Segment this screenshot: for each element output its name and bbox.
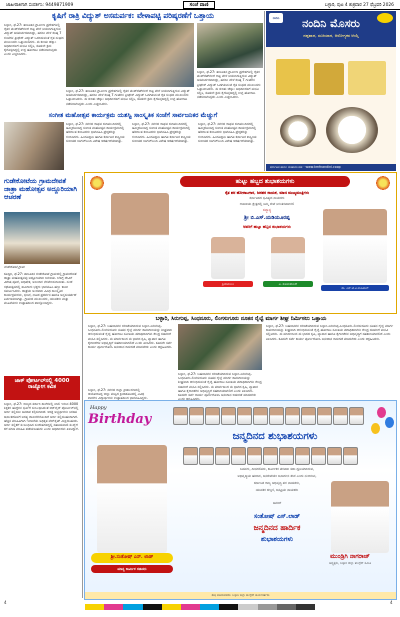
supporter-photo <box>183 447 198 465</box>
bday1-line2: ಕರ್ನಾಟಕದ ಭವಿಷ್ಯದ ನಾಯಕರು <box>249 196 285 200</box>
story1-photo-2 <box>197 23 263 68</box>
bday1-line4: ಸನ್ಮಾನ್ಯ <box>262 208 272 212</box>
page-number-right: 4 <box>390 600 393 605</box>
supporter-photo <box>295 447 310 465</box>
sponsor-role: ಅಧ್ಯಕ್ಷರು, ಬಳ್ಳಾರಿ ಜಿಲ್ಲಾ ಕಾಂಗ್ರೆಸ್ ಸಮಿತಿ <box>329 561 371 565</box>
balloon-icon <box>377 407 386 418</box>
masthead-contact: ಜಾಹೀರಾತಿಗಾಗಿ ಸಂಪರ್ಕಿಸಿ: 9449871909 <box>6 2 74 8</box>
supporter-photo <box>333 407 348 425</box>
happy-script: Happy <box>90 405 107 411</box>
curd-pouch-icon <box>348 61 386 95</box>
honoree-name-label: ಶ್ರೀ.ಸಂತೋಷ್ ಎಸ್. ಲಾಡ್ <box>91 553 173 563</box>
honoree-portrait <box>111 193 169 311</box>
bday2-name-suffix: ಅವರಿಗೆ <box>272 501 282 505</box>
nandini-ad-title: ನಂದಿನಿ ಮೊಸರು <box>302 17 360 30</box>
supporter-photo <box>327 447 342 465</box>
leader-portrait <box>271 237 305 279</box>
color-registration-strip <box>85 604 315 610</box>
curd-cup-icon <box>276 59 310 95</box>
supporter-photo <box>349 407 364 425</box>
story4-photo <box>178 324 262 370</box>
story1-text-col1: ಬಳ್ಳಾರಿ, ಫೆ.27: ತಾಲೂಕಿನ ಗ್ರಾಮೀಣ ಪ್ರದೇಶಗಳಲ್ಲಿ ರೈತರ ಪಂಪ್‌ಸೆಟ್‌ಗಳಿಗೆ ರಾತ್ರಿ ವೇಳೆ ನೀಡಲಾಗುತ್ತಿರುವ ವಿದ್ಯುತ್ ಅಸಮರ್ಪಕವಾಗಿದ್ದು, ಹಗಲು ವೇಳೆ ಕನಿಷ್ಠ 7 ಗಂಟೆಗಳ ತ್ರೀಫೇಸ್ ವಿದ್ಯುತ್ ಒದಗಿಸುವಂತೆ ರೈತ ಸಂಘದ ಮುಖಂಡರು ಒತ್ತಾಯಿಸಿದರು. ಈ ಕುರಿತು ಜೆಸ್ಕಾಂ ಅಧಿಕಾರಿಗಳಿಗೆ ಮನವಿ ಸಲ್ಲಿಸಿ, ಕೂಡಲೇ ಕ್ರಮ ಕೈಗೊಳ್ಳದಿದ್ದಲ್ಲಿ ಉಗ್ರ ಹೋರಾಟ ನಡೆಸಲಾಗುವುದು ಎಂದು ಎಚ್ಚರಿಸಿದರು. <box>4 23 64 57</box>
bday2-text-4: ಯುವಕರ ಕಣ್ಮಣಿ, ಜನಪ್ರಿಯ ನಾಯಕರು <box>255 488 299 492</box>
story3-photo <box>4 212 80 264</box>
story6-text: ಬಳ್ಳಾರಿ, ಫೆ.27: ನಗರದ ಜಿಲ್ಲಾ ಕ್ರೀಡಾಂಗಣದಲ್ಲಿ ಆಯೋಜಿಸಿದ್ದ ಜಿಲ್ಲಾ ಮಟ್ಟದ ಕ್ರೀಡಾಕೂಟದಲ್ಲಿ ವಿವಿಧ ಶಾಲೆಗಳ ವಿದ್ಯಾರ್ಥಿಗಳು ಉತ್ಸಾಹದಿಂದ ಭಾಗವಹಿಸಿದ್ದರು. <box>88 388 148 401</box>
bday1-line6: ಅವರಿಗೆ ಹುಟ್ಟು ಹಬ್ಬದ ಶುಭಾಶಯಗಳು <box>243 224 291 229</box>
story3-caption: ಗುಡೇಕೋಟೆ ಗ್ರಾಮ <box>4 265 25 269</box>
supporter-photo <box>263 447 278 465</box>
supporter-photo <box>215 447 230 465</box>
supporter-photo <box>253 407 268 425</box>
bday1-line1: ರೈತ ಪರ ಹೋರಾಟಗಾರ, ಜನಪರ ನಾಯಕ, ಮಾಜಿ ಮುಖ್ಯಮಂತ್ರಿಗಳು <box>224 190 310 195</box>
balloon-icon <box>371 423 380 434</box>
supporter-photo <box>301 407 316 425</box>
story1-photo <box>66 23 194 87</box>
bday1-line3: ರಾಜಕೀಯ ಕ್ಷೇತ್ರದಲ್ಲಿ ನಿಮ್ಮ ಸೇವೆ ನಿರಂತರವಾಗಿರಲಿ <box>239 202 295 206</box>
page-number-left: 4 <box>4 600 7 605</box>
bday1-honoree-name: ಶ್ರೀ ಬಿ.ಎಸ್.ಯಡಿಯೂರಪ್ಪ <box>244 215 290 221</box>
bday2-text-1: ಬಡವರು, ದೀನದಲಿತರು, ಕಾರ್ಮಿಕರ ಪರವಾಗಿ ಸದಾ ಧ್ವನಿಯಾಗಿರುವ, <box>239 467 315 471</box>
story3-text: ಕೂಡ್ಲಿಗಿ, ಫೆ.27: ತಾಲೂಕಿನ ಗುಡೇಕೋಟೆ ಗ್ರಾಮದಲ್ಲಿ ಗ್ರಾಮದೇವತೆ ಜಾತ್ರಾ ಮಹೋತ್ಸವವು ಅದ್ದೂರಿಯಾಗಿ ಜರುಗಿತು. ಬೆಳಿಗ್ಗೆ ದೇವಿಗೆ ವಿಶೇಷ ಪೂಜೆ, ಅಭಿಷೇಕ, ಅಲಂಕಾರ ನೆರವೇರಿಸಲಾಯಿತು. ಸಂಜೆ ರಥೋತ್ಸವದಲ್ಲಿ ಸಾವಿರಾರು ಭಕ್ತರು ಭಾಗವಹಿಸಿ ಹಣ್ಣು ಕಾಯಿ ಸಮರ್ಪಿಸಿದರು. ಜಾತ್ರೆಯ ಅಂಗವಾಗಿ ವಿವಿಧ ಸಾಂಸ್ಕೃತಿಕ ಕಾರ್ಯಕ್ರಮಗಳು, ಭಜನೆ, ನಾಟಕ ಪ್ರದರ್ಶನ ಹಾಗೂ ಅನ್ನಸಂತರ್ಪಣೆ ಏರ್ಪಡಿಸಲಾಗಿತ್ತು. ಗ್ರಾಮದ ಮುಖಂಡರು, ಯುವಕರು ಮತ್ತು ಮಹಿಳೆಯರು ಉತ್ಸಾಹದಿಂದ ಪಾಲ್ಗೊಂಡಿದ್ದರು. <box>4 272 77 306</box>
honoree-portrait <box>97 445 167 553</box>
supporter-photo <box>247 447 262 465</box>
sponsor-name: ಡಾ. ಎಸ್.ಜೆ.ವಿ.ಮಹಿಪಾಲ್ <box>321 285 389 291</box>
story4-text-col3: ಬಳ್ಳಾರಿ, ಫೆ.27: ಬಹುದಿನಗಳ ಬೇಡಿಕೆಯಾಗಿರುವ ಬಳ್ಳಾರಿ-ಸಿರುಗುಪ್ಪ-ಸಿಂಧನೂರು-ಲಿಂಗಸುಗೂರು ನೂತನ ರೈಲ್ವೆ ಮಾರ್ಗ ಕಾಮಗಾರಿಯನ್ನು ಶೀಘ್ರವಾಗಿ ಆರಂಭಿಸುವಂತೆ ರೈಲ್ವೆ ಹೋರಾಟ ಸಮಿತಿಯ ಪದಾಧಿಕಾರಿಗಳು ಕೇಂದ್ರ ಸಚಿವರಿಗೆ ಮನವಿ ಸಲ್ಲಿಸಿದರು. ಈ ಮಾರ್ಗದಿಂದ ಈ ಭಾಗದ ಕೃಷಿ, ವ್ಯಾಪಾರ ಹಾಗೂ ಕೈಗಾರಿಕೆಗಳ ಅಭಿವೃದ್ಧಿಗೆ ಸಹಕಾರಿಯಾಗಲಿದೆ ಎಂದು ತಿಳಿಸಿದರು. ಕೂಡಲೇ ಸರ್ವೆ ಕಾರ್ಯ ಪೂರ್ಣಗೊಳಿಸಿ ಅನುದಾನ ಬಿಡುಗಡೆ ಮಾಡಬೇಕು ಎಂದು ಆಗ್ರಹಿಸಿದರು. <box>266 324 394 341</box>
story2-text-col2: ಬಳ್ಳಾರಿ, ಫೆ.27: ನಗರದ ರಾಘವ ಕಲಾಮಂದಿರದಲ್ಲಿ ಹಮ್ಮಿಕೊಂಡಿದ್ದ ಸಂಗೀತ ಮಹೋತ್ಸವ ಕಾರ್ಯಕ್ರಮದಲ್ಲಿ ಹೆಸರಾಂತ ಕಲಾವಿದರು ಭಾಗವಹಿಸಿ ಪ್ರೇಕ್ಷಕರನ್ನು ರಂಜಿಸಿದರು. ಹಿಂದೂಸ್ತಾನಿ ಹಾಗೂ ಕರ್ನಾಟಕ ಶಾಸ್ತ್ರೀಯ ಸಂಗೀತದ ಜುಗಲ್‌ಬಂದಿ ವಿಶೇಷ ಆಕರ್ಷಣೆಯಾಗಿತ್ತು. <box>132 122 191 143</box>
supporter-photo <box>205 407 220 425</box>
story5-headline: ಜಾಕ್ ಪೋರ್ಟಲ್‌ನಲ್ಲಿ 4000 ರಾಜ್ಯೋಗ ಕವಿತ <box>14 378 70 391</box>
bday2-footer: ಶುಭ ಕೋರುವವರು: ಬಳ್ಳಾರಿ ಜಿಲ್ಲಾ ಕಾಂಗ್ರೆಸ್ ಕಾರ್ಯಕರ್ತರು <box>85 592 396 599</box>
flower-icon <box>89 175 105 191</box>
story1-text-col2: ಬಳ್ಳಾರಿ, ಫೆ.27: ತಾಲೂಕಿನ ಗ್ರಾಮೀಣ ಪ್ರದೇಶಗಳಲ್ಲಿ ರೈತರ ಪಂಪ್‌ಸೆಟ್‌ಗಳಿಗೆ ರಾತ್ರಿ ವೇಳೆ ನೀಡಲಾಗುತ್ತಿರುವ ವಿದ್ಯುತ್ ಅಸಮರ್ಪಕವಾಗಿದ್ದು, ಹಗಲು ವೇಳೆ ಕನಿಷ್ಠ 7 ಗಂಟೆಗಳ ತ್ರೀಫೇಸ್ ವಿದ್ಯುತ್ ಒದಗಿಸುವಂತೆ ರೈತ ಸಂಘದ ಮುಖಂಡರು ಒತ್ತಾಯಿಸಿದರು. ಈ ಕುರಿತು ಜೆಸ್ಕಾಂ ಅಧಿಕಾರಿಗಳಿಗೆ ಮನವಿ ಸಲ್ಲಿಸಿ, ಕೂಡಲೇ ಕ್ರಮ ಕೈಗೊಳ್ಳದಿದ್ದಲ್ಲಿ ಉಗ್ರ ಹೋರಾಟ ನಡೆಸಲಾಗುವುದು ಎಂದು ಎಚ್ಚರಿಸಿದರು. <box>66 89 190 106</box>
sponsor-portrait <box>331 481 389 553</box>
masthead-logo: ಸಂಜೆ ವಾಣಿ <box>183 1 216 9</box>
supporter-photo <box>237 407 252 425</box>
story1-headline: ಕೃಷಿಗೆ ರಾತ್ರಿ ವಿದ್ಯುತ್ ಅಸಮರ್ಪಕ: ವೇಳಾಪಟ್ಟಿ ಪರಿಷ್ಕರಣೆಗೆ ಒತ್ತಾಯ <box>52 11 214 20</box>
leader-portrait <box>211 237 245 279</box>
supporter-photo <box>343 447 358 465</box>
santosh-lad-birthday-ad <box>84 400 397 600</box>
supporter-photo <box>189 407 204 425</box>
bday1-banner: ಹುಟ್ಟು ಹಬ್ಬದ ಶುಭಾಶಯಗಳು <box>180 176 350 187</box>
nandini-logo: ನಂದಿನಿ <box>269 13 283 23</box>
supporter-photo <box>311 447 326 465</box>
bday2-title: ಜನ್ಮದಿನದ ಶುಭಾಶಯಗಳು <box>232 431 318 442</box>
story1-text-col3: ಬಳ್ಳಾರಿ, ಫೆ.27: ತಾಲೂಕಿನ ಗ್ರಾಮೀಣ ಪ್ರದೇಶಗಳಲ್ಲಿ ರೈತರ ಪಂಪ್‌ಸೆಟ್‌ಗಳಿಗೆ ರಾತ್ರಿ ವೇಳೆ ನೀಡಲಾಗುತ್ತಿರುವ ವಿದ್ಯುತ್ ಅಸಮರ್ಪಕವಾಗಿದ್ದು, ಹಗಲು ವೇಳೆ ಕನಿಷ್ಠ 7 ಗಂಟೆಗಳ ತ್ರೀಫೇಸ್ ವಿದ್ಯುತ್ ಒದಗಿಸುವಂತೆ ರೈತ ಸಂಘದ ಮುಖಂಡರು ಒತ್ತಾಯಿಸಿದರು. ಈ ಕುರಿತು ಜೆಸ್ಕಾಂ ಅಧಿಕಾರಿಗಳಿಗೆ ಮನವಿ ಸಲ್ಲಿಸಿ, ಕೂಡಲೇ ಕ್ರಮ ಕೈಗೊಳ್ಳದಿದ್ದಲ್ಲಿ ಉಗ್ರ ಹೋರಾಟ ನಡೆಸಲಾಗುವುದು ಎಂದು ಎಚ್ಚರಿಸಿದರು. <box>197 70 261 100</box>
supporter-photo <box>279 447 294 465</box>
bday2-text-3: ಕರ್ನಾಟಕ ರಾಜ್ಯ ಅಭಿವೃದ್ಧಿ ಪರ ನಾಯಕರು, <box>253 481 301 485</box>
supporter-photo <box>285 407 300 425</box>
supporter-photo <box>269 407 284 425</box>
story4-headline: ಬಳ್ಳಾರಿ, ಸಿರುಗುಪ್ಪ, ಸಿಂಧನೂರು, ಲಿಂಗಸುಗೂರು ನೂತನ ರೈಲ್ವೆ ಮಾರ್ಗ ಶೀಘ್ರ ನಿರ್ಮಿಸಲು ಒತ್ತಾಯ <box>155 316 327 322</box>
supporter-photo <box>199 447 214 465</box>
balloon-icon <box>385 417 394 428</box>
birthday-script: Birthday <box>88 412 152 427</box>
story2-headline: ಸಂಗೀತ ಮಹೋತ್ಸವ ಕಾರ್ಯಕ್ರಮ ಯಶಸ್ವಿ ಸಾಂಸ್ಕೃತಿಕ ಸಂಜೆಗೆ ಸಾರ್ವಜನಿಕರ ಮೆಚ್ಚುಗೆ <box>48 112 218 119</box>
honoree-role-label: ಮಾನ್ಯ ಕಾರ್ಮಿಕ ಸಚಿವರು <box>91 565 173 573</box>
story4-text-col2: ಬಳ್ಳಾರಿ, ಫೆ.27: ಬಹುದಿನಗಳ ಬೇಡಿಕೆಯಾಗಿರುವ ಬಳ್ಳಾರಿ-ಸಿರುಗುಪ್ಪ-ಸಿಂಧನೂರು-ಲಿಂಗಸುಗೂರು ನೂತನ ರೈಲ್ವೆ ಮಾರ್ಗ ಕಾಮಗಾರಿಯನ್ನು ಶೀಘ್ರವಾಗಿ ಆರಂಭಿಸುವಂತೆ ರೈಲ್ವೆ ಹೋರಾಟ ಸಮಿತಿಯ ಪದಾಧಿಕಾರಿಗಳು ಕೇಂದ್ರ ಸಚಿವರಿಗೆ ಮನವಿ ಸಲ್ಲಿಸಿದರು. ಈ ಮಾರ್ಗದಿಂದ ಈ ಭಾಗದ ಕೃಷಿ, ವ್ಯಾಪಾರ ಹಾಗೂ ಕೈಗಾರಿಕೆಗಳ ಅಭಿವೃದ್ಧಿಗೆ ಸಹಕಾರಿಯಾಗಲಿದೆ ಎಂದು ತಿಳಿಸಿದರು. ಕೂಡಲೇ ಸರ್ವೆ ಕಾರ್ಯ ಪೂರ್ಣಗೊಳಿಸಿ ಅನುದಾನ ಬಿಡುಗಡೆ ಮಾಡಬೇಕು <box>178 372 262 398</box>
masthead <box>0 0 400 10</box>
nandini-curd-ad <box>266 11 396 171</box>
supporter-photo <box>221 407 236 425</box>
supporter-photo <box>317 407 332 425</box>
story2-text-col3: ಬಳ್ಳಾರಿ, ಫೆ.27: ನಗರದ ರಾಘವ ಕಲಾಮಂದಿರದಲ್ಲಿ ಹಮ್ಮಿಕೊಂಡಿದ್ದ ಸಂಗೀತ ಮಹೋತ್ಸವ ಕಾರ್ಯಕ್ರಮದಲ್ಲಿ ಹೆಸರಾಂತ ಕಲಾವಿದರು ಭಾಗವಹಿಸಿ ಪ್ರೇಕ್ಷಕರನ್ನು ರಂಜಿಸಿದರು. ಹಿಂದೂಸ್ತಾನಿ ಹಾಗೂ ಕರ್ನಾಟಕ ಶಾಸ್ತ್ರೀಯ ಸಂಗೀತದ ಜುಗಲ್‌ಬಂದಿ ವಿಶೇಷ ಆಕರ್ಷಣೆಯಾಗಿತ್ತು. <box>198 122 257 143</box>
nandini-ad-subtitle: ದಪ್ಪವಾದ, ರುಚಿಯಾದ, ಆರೋಗ್ಯಕರ ಆಯ್ಕೆ <box>303 33 359 38</box>
leader-name-1: ಶ್ರೀರಾಮುಲು <box>203 281 253 287</box>
leader-name-2: ವಿ. ಸೋಮಶೇಖರ್ <box>263 281 313 287</box>
curd-bowl-icon <box>280 115 316 147</box>
story5-headline-box <box>4 376 80 400</box>
bday2-text-2: ಅಭಿವೃದ್ಧಿಯ ಹರಿಕಾರ, ಜನಸೇವೆಯೇ ಜನಾರ್ದನ ಸೇವೆ ಎಂದು ನಂಬಿರುವ, <box>237 474 317 478</box>
curd-cup-icon <box>314 63 344 95</box>
yeddyurappa-birthday-ad <box>84 172 397 314</box>
supporter-photo <box>173 407 188 425</box>
story3-headline: ಗುಡೇಕೋಟೆಯ ಗ್ರಾಮದೇವತೆ ಜಾತ್ರಾ ಮಹೋತ್ಸವ ಅದ್ದೂರಿಯಾಗಿ ಆಚರಣೆ <box>4 177 77 201</box>
story2-text-col1: ಬಳ್ಳಾರಿ, ಫೆ.27: ನಗರದ ರಾಘವ ಕಲಾಮಂದಿರದಲ್ಲಿ ಹಮ್ಮಿಕೊಂಡಿದ್ದ ಸಂಗೀತ ಮಹೋತ್ಸವ ಕಾರ್ಯಕ್ರಮದಲ್ಲಿ ಹೆಸರಾಂತ ಕಲಾವಿದರು ಭಾಗವಹಿಸಿ ಪ್ರೇಕ್ಷಕರನ್ನು ರಂಜಿಸಿದರು. ಹಿಂದೂಸ್ತಾನಿ ಹಾಗೂ ಕರ್ನಾಟಕ ಶಾಸ್ತ್ರೀಯ ಸಂಗೀತದ ಜುಗಲ್‌ಬಂದಿ ವಿಶೇಷ ಆಕರ್ಷಣೆಯಾಗಿತ್ತು. <box>66 122 125 143</box>
supporter-photo <box>231 447 246 465</box>
column-rule <box>82 176 83 598</box>
bday2-honoree-name: ಸಂತೋಷ್ ಎಸ್.ಲಾಡ್ <box>254 513 300 520</box>
sponsor-name: ಮುಂಡ್ರಿಗಿ ನಾಗರಾಜ್ <box>330 553 370 560</box>
masthead-dateline: ಬಳ್ಳಾರಿ, ಪುಟ 4 ಶುಕ್ರವಾರ 27 ಫೆಬ್ರವರಿ 2026 <box>324 2 394 8</box>
bday2-wish: ಜನ್ಮದಿನದ ಹಾರ್ದಿಕ <box>253 523 301 532</box>
story5-text: ಬಳ್ಳಾರಿ, ಫೆ.27: ರಾಜ್ಯದ ಸರ್ಕಾರಿ ಶಾಲೆಗಳಲ್ಲಿ ಖಾಲಿ ಇರುವ 4000 ಶಿಕ್ಷಕರ ಹುದ್ದೆಗಳ ಭರ್ತಿಗೆ ಸಂಬಂಧಿಸಿದಂತೆ ಆನ್‌ಲೈನ್ ಪೋರ್ಟಲ್‌ನಲ್ಲಿ ಅರ್ಜಿ ಸಲ್ಲಿಸಲು ಅವಕಾಶ ಕಲ್ಪಿಸಲಾಗಿದೆ. ಆಸಕ್ತ ಅಭ್ಯರ್ಥಿಗಳು ನಿಗದಿತ ದಿನಾಂಕದೊಳಗೆ ಅಗತ್ಯ ದಾಖಲೆಗಳೊಂದಿಗೆ ಅರ್ಜಿ ಸಲ್ಲಿಸಬಹುದಾಗಿದೆ. ಹೆಚ್ಚಿನ ಮಾಹಿತಿಗಾಗಿ ಇಲಾಖೆಯ ಅಧಿಕೃತ ವೆಬ್‌ಸೈಟ್ ವೀಕ್ಷಿಸಬಹುದು. ಅರ್ಜಿ ಸಲ್ಲಿಕೆಗೆ ಸಂಬಂಧಿಸಿದ ಸಂದೇಹಗಳಿದ್ದಲ್ಲಿ ಸಹಾಯವಾಣಿ ಸಂಖ್ಯೆಗೆ ಕರೆ ಮಾಡಿ ಮಾಹಿತಿ ಪಡೆಯಬಹುದು ಎಂದು ಅಧಿಕಾರಿಗಳು ತಿಳಿಸಿದ್ದಾರೆ. <box>4 402 79 432</box>
flower-icon <box>375 175 391 191</box>
column-rule <box>264 11 265 171</box>
bday2-wish-2: ಶುಭಾಶಯಗಳು <box>261 535 293 543</box>
story4-text-col1: ಬಳ್ಳಾರಿ, ಫೆ.27: ಬಹುದಿನಗಳ ಬೇಡಿಕೆಯಾಗಿರುವ ಬಳ್ಳಾರಿ-ಸಿರುಗುಪ್ಪ-ಸಿಂಧನೂರು-ಲಿಂಗಸುಗೂರು ನೂತನ ರೈಲ್ವೆ ಮಾರ್ಗ ಕಾಮಗಾರಿಯನ್ನು ಶೀಘ್ರವಾಗಿ ಆರಂಭಿಸುವಂತೆ ರೈಲ್ವೆ ಹೋರಾಟ ಸಮಿತಿಯ ಪದಾಧಿಕಾರಿಗಳು ಕೇಂದ್ರ ಸಚಿವರಿಗೆ ಮನವಿ ಸಲ್ಲಿಸಿದರು. ಈ ಮಾರ್ಗದಿಂದ ಈ ಭಾಗದ ಕೃಷಿ, ವ್ಯಾಪಾರ ಹಾಗೂ ಕೈಗಾರಿಕೆಗಳ ಅಭಿವೃದ್ಧಿಗೆ ಸಹಕಾರಿಯಾಗಲಿದೆ ಎಂದು ತಿಳಿಸಿದರು. ಕೂಡಲೇ ಸರ್ವೆ ಕಾರ್ಯ ಪೂರ್ಣಗೊಳಿಸಿ ಅನುದಾನ ಬಿಡುಗಡೆ ಮಾಡಬೇಕು ಎಂದು ಆಗ್ರಹಿಸಿದರು. <box>88 324 173 350</box>
sponsor-portrait <box>323 209 387 283</box>
nandini-ad-footer: ಕರ್ನಾಟಕ ಹಾಲು ಮಹಾಮಂಡಳಿ · www.kmfnandini.coop <box>266 164 396 171</box>
story2-photo <box>4 122 64 170</box>
curd-bowl-icon <box>326 107 378 153</box>
